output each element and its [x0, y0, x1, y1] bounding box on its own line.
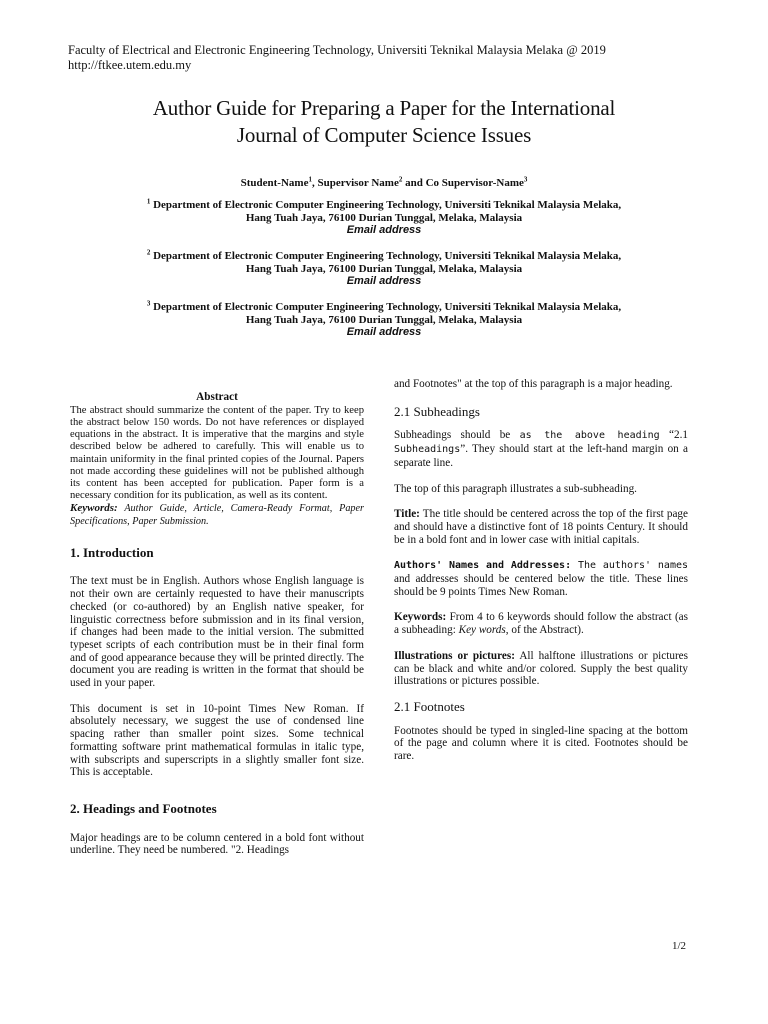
subheadings-text-a: Subheadings should be: [394, 429, 520, 442]
affiliation-3-line-2: Hang Tuah Jaya, 76100 Durian Tunggal, Melaka, Malaysia: [245, 313, 523, 326]
headings-paragraph-1: Major headings are to be column centered in a bold font without underline. They need be numbered. "2. Headings: [70, 831, 364, 857]
subheading-footnotes: 2.1 Footnotes: [394, 698, 465, 714]
affiliation-2-sup: 2: [146, 248, 151, 257]
subheadings-text-b: “2.1: [659, 429, 689, 442]
page-header-faculty: Faculty of Electrical and Electronic Engineering Technology, Universiti Teknikal Malaysia Melaka @ 2019: [68, 43, 606, 57]
affiliation-1-line-2: Hang Tuah Jaya, 76100 Durian Tunggal, Melaka, Malaysia: [245, 211, 523, 224]
affiliation-1: [60, 199, 708, 237]
section-heading-introduction: 1. Introduction: [70, 544, 154, 560]
title-paragraph: [394, 508, 688, 546]
illustrations-paragraph-text: All halftone illustrations or pictures can be black and white and/or colored. Supply the best quality illustrations or pictures possible.: [394, 649, 688, 688]
paper-title-line-1: Author Guide for Preparing a Paper for the International: [152, 96, 616, 120]
author-student: Student-Name: [240, 177, 309, 189]
affiliation-1-line-1: Department of Electronic Computer Engineering Technology, Universiti Teknikal Malaysia Melaka,: [150, 199, 622, 211]
keywords-paragraph-text-b: , of the Abstract).: [505, 624, 584, 637]
title-paragraph-label: Title:: [394, 508, 420, 521]
abstract-keywords: [70, 502, 364, 527]
subheadings-text-c: ”. They should start at the left-hand margin on a separate line.: [394, 443, 688, 469]
illustrations-paragraph-label: Illustrations or pictures:: [394, 649, 515, 662]
affiliation-1-email: Email address: [346, 224, 422, 236]
affiliation-3-email: Email address: [346, 326, 422, 338]
abstract-body: The abstract should summarize the content of the paper. Try to keep the abstract below 150 words. Do not have references or displayed equations in the abstract. It is imperative that the margins and style described below be adhered to carefully. This will enable us to maintain uniformity in the final printed copies of the Journal. Papers not made according these guidelines will not be published although its content has been accepted for publication. Paper form is a necessary condition for its publication, as well as its content.: [70, 404, 364, 502]
footnotes-paragraph: Footnotes should be typed in singled-line spacing at the bottom of the page and column where it is cited. Footnotes should be rare.: [394, 724, 688, 763]
illustrations-paragraph: [394, 650, 688, 688]
left-column: [70, 391, 364, 870]
page-header-url: http://ftkee.utem.edu.my: [68, 58, 192, 72]
author-cosupervisor-sup: 3: [523, 175, 528, 184]
affiliation-2-line-2: Hang Tuah Jaya, 76100 Durian Tunggal, Melaka, Malaysia: [245, 262, 523, 275]
authors-paragraph-label: Authors' Names and Addresses:: [394, 560, 572, 572]
affiliation-3-line-1: Department of Electronic Computer Engineering Technology, Universiti Teknikal Malaysia Melaka,: [150, 301, 622, 313]
author-list: [60, 177, 708, 189]
page-number: 1/2: [672, 940, 687, 952]
title-paragraph-text: The title should be centered across the top of the first page and should have a distinctive font of 18 points Century. It should be in a bold font and in lower case with initial capitals.: [394, 508, 688, 546]
affiliation-1-sup: 1: [146, 197, 151, 206]
affiliation-3: [60, 301, 708, 339]
keywords-paragraph-label: Keywords:: [394, 611, 447, 624]
affiliation-3-sup: 3: [146, 299, 151, 308]
headings-paragraph-1-continued: and Footnotes" at the top of this paragraph is a major heading.: [394, 378, 673, 390]
affiliation-2: [60, 250, 708, 288]
author-supervisor: , Supervisor Name: [311, 177, 399, 189]
author-cosupervisor: and Co Supervisor-Name: [402, 177, 524, 189]
keywords-label: Keywords:: [70, 502, 118, 515]
paper-title-line-2: Journal of Computer Science Issues: [236, 123, 532, 147]
affiliation-2-email: Email address: [346, 275, 422, 287]
introduction-paragraph-2: This document is set in 10-point Times New Roman. If absolutely necessary, we suggest the use of condensed line spacing rather than smaller point sizes. Some technical formatting software print mathematical formulas in italic type, with subscripts and superscripts in a slightly smaller font size. This is acceptable.: [70, 702, 364, 779]
subheading-subheadings: 2.1 Subheadings: [394, 403, 480, 419]
keywords-text: Author Guide, Article, Camera-Ready Format, Paper Specifications, Paper Submission.: [70, 503, 364, 527]
keywords-paragraph-italic: Key words: [458, 624, 506, 637]
subheadings-mono-b: Subheadings: [394, 444, 461, 456]
introduction-paragraph-1: The text must be in English. Authors whose English language is not their own are certainly requested to have their manuscripts checked (or co-authored) by an English native speaker, for linguistic correctness before submission and in its final version, if changes had been made to the initial version. The submitted typeset scripts of each contribution must be in their final form and of good appearance because they will be printed directly. The document you are reading is written in the format that should be used in your paper.: [70, 575, 364, 690]
subheadings-paragraph-2: The top of this paragraph illustrates a sub-subheading.: [394, 482, 637, 495]
right-column: [394, 378, 688, 776]
affiliation-2-line-1: Department of Electronic Computer Engineering Technology, Universiti Teknikal Malaysia Melaka,: [150, 250, 622, 262]
authors-paragraph-text: and addresses should be centered below the title. These lines should be 9 points Times New Roman.: [394, 573, 688, 598]
authors-paragraph: [394, 559, 688, 598]
keywords-paragraph: [394, 611, 688, 636]
paper-title: [60, 95, 708, 149]
author-supervisor-sup: 2: [398, 175, 403, 184]
author-student-sup: 1: [308, 175, 312, 184]
section-heading-headings-footnotes: 2. Headings and Footnotes: [70, 800, 217, 816]
subheadings-mono-a: as the above heading: [519, 430, 660, 442]
keywords-paragraph-text-a: From 4 to 6 keywords should follow the abstract (as a subheading:: [394, 611, 688, 637]
subheadings-paragraph-1: [394, 429, 688, 469]
authors-paragraph-mono: The authors' names: [571, 560, 688, 572]
abstract-heading: Abstract: [196, 391, 238, 403]
